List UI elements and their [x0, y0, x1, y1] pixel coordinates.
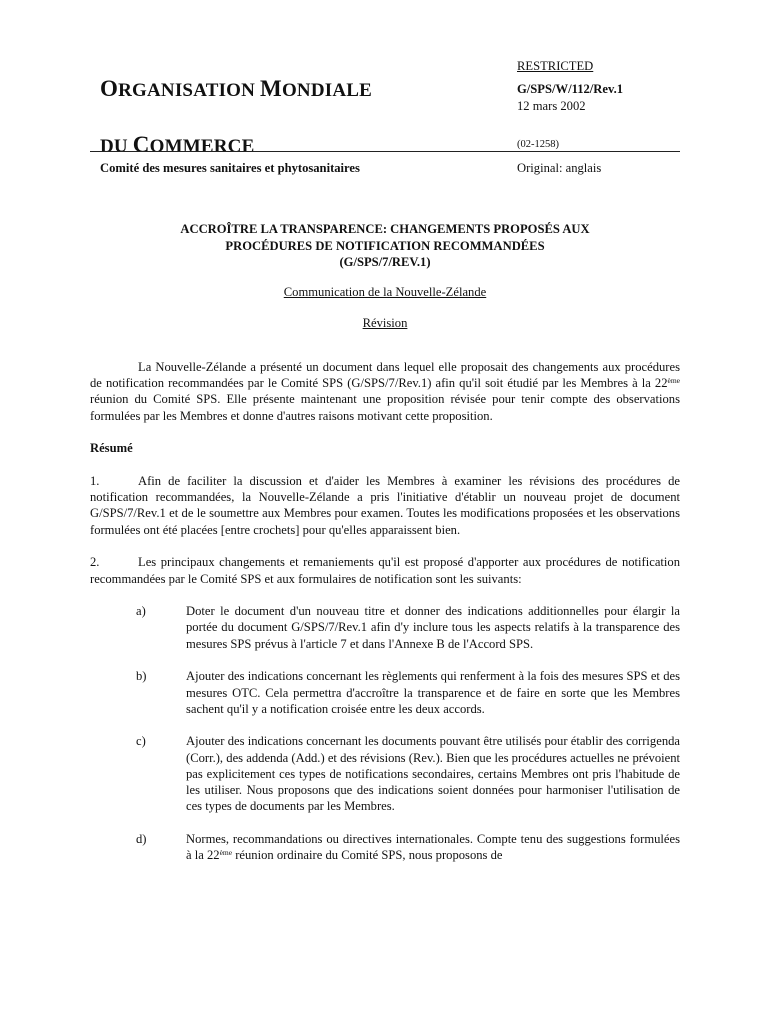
restricted-label: RESTRICTED	[517, 59, 594, 73]
list-item-text: Normes, recommandations ou directives internationales. Compte tenu des suggestions formulées à la 22ème réunion ordinaire du Comité SPS, nous proposons de	[186, 831, 680, 863]
communication-line: Communication de la Nouvelle-Zélande	[283, 285, 487, 299]
document-title	[90, 221, 680, 271]
list-item-label: d)	[136, 831, 147, 846]
document-symbol: G/SPS/W/112/Rev.1	[517, 82, 624, 96]
list-item-text: Ajouter des indications concernant les règlements qui renferment à la fois des mesures SPS et des mesures OTC. Cela permettra d'accroître la transparence et de faire en sorte que les Membres sachent qu'il y a notification croisée entre les deux accords.	[186, 669, 680, 716]
title-line-1: ACCROÎTRE LA TRANSPARENCE: CHANGEMENTS PROPOSÉS AUX	[180, 222, 590, 236]
list-item-text: Ajouter des indications concernant les documents pouvant être utilisés pour établir des corrigenda (Corr.), des addenda (Add.) et des révisions (Rev.). Bien que les procédures actuelles ne prévoient pas explicitement ces types de notifications secondaires, certains Membres ont pris l'habitude de les utiliser. Nous proposons que des indications soient données pour harmoniser l'utilisation de ces types de documents par les Membres.	[186, 734, 680, 814]
intro-paragraph: La Nouvelle-Zélande a présenté un document dans lequel elle proposait des changements aux procédures de notification recommandées par le Comité SPS (G/SPS/7/Rev.1) afin qu'il soit étudié par les Membres à la 22ème réunion du Comité SPS. Elle présente maintenant une proposition révisée pour tenir compte des observations formulées par les Membres et donne d'autres raisons motivant cette proposition.	[90, 360, 680, 423]
revision-line: Révision	[362, 316, 408, 330]
org-name-line2: DU COMMERCE	[100, 132, 255, 157]
paragraph-1: 1. Afin de faciliter la discussion et d'aider les Membres à examiner les révisions des procédures de notification recommandées, la Nouvelle-Zélande a pris l'initiative d'établir un nouveau projet de document G/SPS/7/Rev.1 et de le soumettre aux Membres pour examen. Toutes les modifications proposées et les observations formulées ont été placées [entre crochets] pour qu'elles apparaissent bien.	[90, 474, 680, 537]
title-line-2: PROCÉDURES DE NOTIFICATION RECOMMANDÉES	[225, 238, 545, 253]
list-item-label: c)	[136, 734, 146, 749]
list-item-label: a)	[136, 604, 146, 619]
org-name-line1: ORGANISATION MONDIALE	[100, 76, 373, 101]
list-item	[90, 831, 680, 863]
header-divider	[90, 151, 680, 152]
document-body	[90, 359, 680, 880]
organization-name	[100, 62, 372, 174]
list-item-text: Doter le document d'un nouveau titre et donner des indications additionnelles pour élargir la portée du document G/SPS/7/Rev.1 afin d'y inclure tous les aspects relatifs à la transparence des mesures SPS prévus à l'article 7 et dans l'Annexe B de l'Accord SPS.	[186, 604, 680, 651]
document-number: (02-1258)	[517, 139, 559, 150]
list-item	[90, 733, 680, 814]
original-language: Original: anglais	[517, 161, 602, 175]
list-item	[90, 603, 680, 652]
document-date: 12 mars 2002	[517, 99, 586, 113]
paragraph-2: 2. Les principaux changements et remaniements qu'il est proposé d'apporter aux procédures de notification recommandées par le Comité SPS et aux formulaires de notification sont les suivants:	[90, 555, 680, 586]
list-item	[90, 668, 680, 717]
summary-heading: Résumé	[90, 441, 133, 456]
list-item-label: b)	[136, 669, 147, 684]
title-line-3: (G/SPS/7/REV.1)	[339, 255, 431, 269]
document-meta	[517, 58, 623, 153]
committee-name: Comité des mesures sanitaires et phytosanitaires	[100, 161, 360, 175]
